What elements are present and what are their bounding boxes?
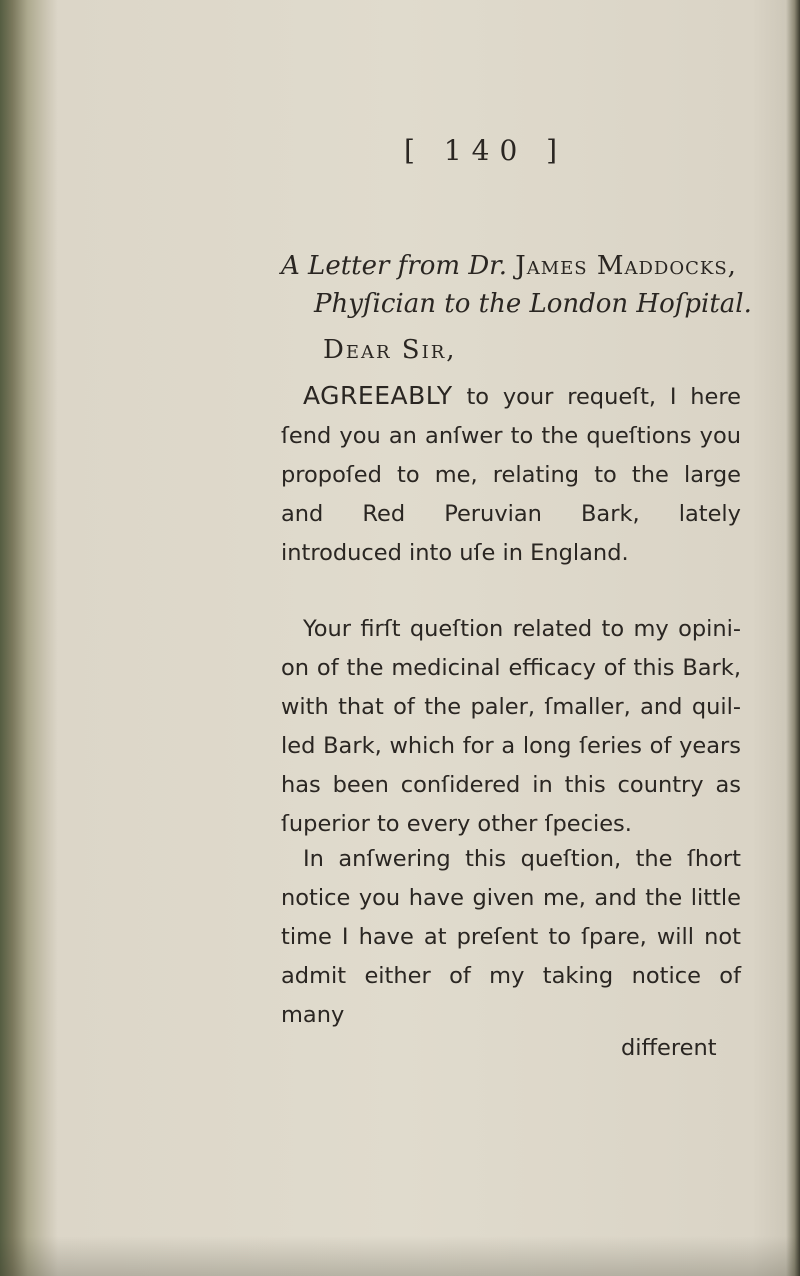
heading-article: A	[281, 251, 300, 281]
heading-author: James Maddocks,	[515, 251, 737, 281]
paragraph-2	[281, 610, 741, 844]
page-edge	[786, 0, 800, 1276]
heading-dr: Dr.	[468, 251, 507, 281]
heading-letter-from: Letter from	[308, 251, 461, 281]
paragraph-1-first-word: AGREEABLY	[303, 381, 453, 410]
page-bottom-shadow	[0, 1236, 800, 1276]
catchword: different	[621, 1035, 717, 1061]
paragraph-3-text: In anſwering this queſtion, the ſhort notice you have given me, and the little time I have at preſent to ſpare, will not admit either of my taking notice of many	[281, 846, 741, 1028]
salutation: Dear Sir,	[323, 335, 457, 365]
binding-gutter	[0, 0, 58, 1276]
paragraph-1-text: to your requeſt, I here ſend you an anſwer to the queſtions you propoſed to me, relating to the large and Red Peruvian Bark, lately introduced into uſe in England.	[281, 384, 741, 566]
page-number: [ 140 ]	[404, 134, 568, 167]
letter-heading	[281, 247, 781, 323]
paragraph-1	[281, 376, 741, 573]
paragraph-3	[281, 840, 741, 1035]
heading-author-title: Phyſician to the London Hoſpital.	[314, 289, 752, 319]
paragraph-2-text: Your firſt queſtion related to my opinion of the medicinal efficacy of this Bark, with that of the paler, ſmaller, and quilled Bark, which for a long ſeries of years has been conſidered in this country as ſuperior to every other ſpecies.	[281, 616, 741, 837]
